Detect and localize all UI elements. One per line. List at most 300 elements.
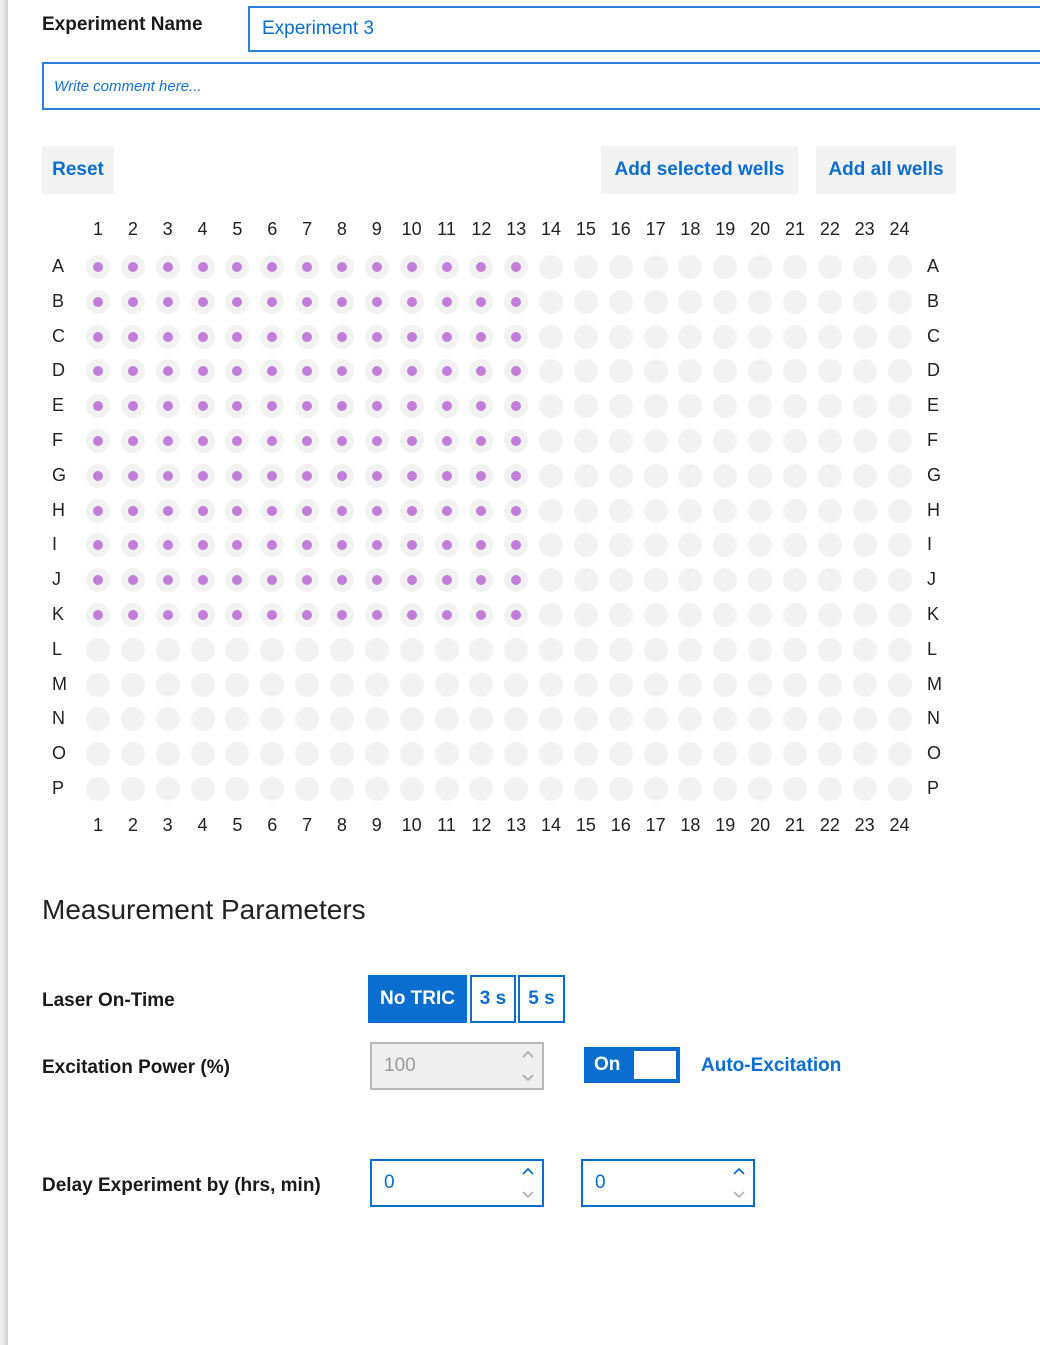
well-D13[interactable] xyxy=(504,359,528,383)
well-C14[interactable] xyxy=(539,325,563,349)
well-N8[interactable] xyxy=(330,707,354,731)
well-O10[interactable] xyxy=(400,742,424,766)
well-K4[interactable] xyxy=(191,603,215,627)
well-J15[interactable] xyxy=(574,568,598,592)
well-B2[interactable] xyxy=(121,290,145,314)
well-G10[interactable] xyxy=(400,464,424,488)
row-label-right[interactable]: K xyxy=(927,604,940,624)
well-N18[interactable] xyxy=(678,707,702,731)
well-L11[interactable] xyxy=(435,638,459,662)
well-A3[interactable] xyxy=(156,255,180,279)
well-K3[interactable] xyxy=(156,603,180,627)
well-M1[interactable] xyxy=(86,673,110,697)
well-F22[interactable] xyxy=(818,429,842,453)
well-H11[interactable] xyxy=(435,499,459,523)
well-K15[interactable] xyxy=(574,603,598,627)
well-D3[interactable] xyxy=(156,359,180,383)
well-G1[interactable] xyxy=(86,464,110,488)
well-E1[interactable] xyxy=(86,394,110,418)
well-K14[interactable] xyxy=(539,603,563,627)
well-N20[interactable] xyxy=(748,707,772,731)
well-B19[interactable] xyxy=(713,290,737,314)
well-A19[interactable] xyxy=(713,255,737,279)
well-E24[interactable] xyxy=(888,394,912,418)
well-H4[interactable] xyxy=(191,499,215,523)
well-E10[interactable] xyxy=(400,394,424,418)
well-F16[interactable] xyxy=(609,429,633,453)
column-label-bottom[interactable]: 3 xyxy=(162,815,173,835)
row-label-left[interactable]: C xyxy=(52,325,65,346)
well-P3[interactable] xyxy=(156,777,180,801)
well-D12[interactable] xyxy=(469,359,493,383)
column-label-bottom[interactable]: 21 xyxy=(784,815,806,835)
well-L16[interactable] xyxy=(609,638,633,662)
well-I20[interactable] xyxy=(748,533,772,557)
spinner-arrows-icon[interactable] xyxy=(520,1046,536,1086)
well-A15[interactable] xyxy=(574,255,598,279)
well-B17[interactable] xyxy=(644,290,668,314)
well-D17[interactable] xyxy=(644,359,668,383)
well-A2[interactable] xyxy=(121,255,145,279)
well-B10[interactable] xyxy=(400,290,424,314)
well-M8[interactable] xyxy=(330,673,354,697)
well-L17[interactable] xyxy=(644,638,668,662)
well-L14[interactable] xyxy=(539,638,563,662)
well-M9[interactable] xyxy=(365,673,389,697)
well-J8[interactable] xyxy=(330,568,354,592)
well-D7[interactable] xyxy=(295,359,319,383)
well-F19[interactable] xyxy=(713,429,737,453)
well-D10[interactable] xyxy=(400,359,424,383)
well-L13[interactable] xyxy=(504,638,528,662)
well-E12[interactable] xyxy=(469,394,493,418)
well-D24[interactable] xyxy=(888,359,912,383)
well-D15[interactable] xyxy=(574,359,598,383)
well-F3[interactable] xyxy=(156,429,180,453)
well-J12[interactable] xyxy=(469,568,493,592)
well-A5[interactable] xyxy=(225,255,249,279)
well-E9[interactable] xyxy=(365,394,389,418)
well-M13[interactable] xyxy=(504,673,528,697)
well-P9[interactable] xyxy=(365,777,389,801)
well-I8[interactable] xyxy=(330,533,354,557)
well-D2[interactable] xyxy=(121,359,145,383)
well-A22[interactable] xyxy=(818,255,842,279)
well-J21[interactable] xyxy=(783,568,807,592)
row-label-left[interactable]: J xyxy=(52,569,61,590)
well-N24[interactable] xyxy=(888,707,912,731)
well-F8[interactable] xyxy=(330,429,354,453)
well-B14[interactable] xyxy=(539,290,563,314)
well-A10[interactable] xyxy=(400,255,424,279)
well-H19[interactable] xyxy=(713,499,737,523)
well-C20[interactable] xyxy=(748,325,772,349)
well-L3[interactable] xyxy=(156,638,180,662)
well-A13[interactable] xyxy=(504,255,528,279)
row-label-right[interactable]: E xyxy=(927,395,940,416)
well-F17[interactable] xyxy=(644,429,668,453)
well-H6[interactable] xyxy=(260,499,284,523)
well-N10[interactable] xyxy=(400,707,424,731)
well-H16[interactable] xyxy=(609,499,633,523)
well-H5[interactable] xyxy=(225,499,249,523)
column-label-bottom[interactable]: 9 xyxy=(371,815,382,835)
well-M16[interactable] xyxy=(609,673,633,697)
well-J6[interactable] xyxy=(260,568,284,592)
well-P2[interactable] xyxy=(121,777,145,801)
well-G8[interactable] xyxy=(330,464,354,488)
well-C15[interactable] xyxy=(574,325,598,349)
well-C17[interactable] xyxy=(644,325,668,349)
well-P19[interactable] xyxy=(713,777,737,801)
row-label-right[interactable]: N xyxy=(927,708,940,729)
well-L15[interactable] xyxy=(574,638,598,662)
well-K18[interactable] xyxy=(678,603,702,627)
well-M24[interactable] xyxy=(888,673,912,697)
well-A17[interactable] xyxy=(644,255,668,279)
well-N16[interactable] xyxy=(609,707,633,731)
well-K22[interactable] xyxy=(818,603,842,627)
well-H20[interactable] xyxy=(748,499,772,523)
well-F5[interactable] xyxy=(225,429,249,453)
well-K23[interactable] xyxy=(853,603,877,627)
well-P16[interactable] xyxy=(609,777,633,801)
well-O5[interactable] xyxy=(225,742,249,766)
well-M3[interactable] xyxy=(156,673,180,697)
well-P23[interactable] xyxy=(853,777,877,801)
well-D23[interactable] xyxy=(853,359,877,383)
well-I17[interactable] xyxy=(644,533,668,557)
well-A14[interactable] xyxy=(539,255,563,279)
well-B13[interactable] xyxy=(504,290,528,314)
well-E20[interactable] xyxy=(748,394,772,418)
well-I12[interactable] xyxy=(469,533,493,557)
well-C18[interactable] xyxy=(678,325,702,349)
well-P5[interactable] xyxy=(225,777,249,801)
well-M20[interactable] xyxy=(748,673,772,697)
well-B20[interactable] xyxy=(748,290,772,314)
column-label-bottom[interactable]: 5 xyxy=(232,815,243,835)
well-I21[interactable] xyxy=(783,533,807,557)
row-label-left[interactable]: A xyxy=(52,256,65,276)
well-G6[interactable] xyxy=(260,464,284,488)
well-O21[interactable] xyxy=(783,742,807,766)
row-label-left[interactable]: L xyxy=(52,638,63,659)
well-J10[interactable] xyxy=(400,568,424,592)
well-B8[interactable] xyxy=(330,290,354,314)
well-O23[interactable] xyxy=(853,742,877,766)
well-M18[interactable] xyxy=(678,673,702,697)
well-G4[interactable] xyxy=(191,464,215,488)
well-F11[interactable] xyxy=(435,429,459,453)
well-A24[interactable] xyxy=(888,255,912,279)
well-G7[interactable] xyxy=(295,464,319,488)
well-M5[interactable] xyxy=(225,673,249,697)
well-G14[interactable] xyxy=(539,464,563,488)
row-label-right[interactable]: D xyxy=(927,360,940,381)
column-label-top[interactable]: 7 xyxy=(302,219,313,239)
well-J23[interactable] xyxy=(853,568,877,592)
column-label-bottom[interactable]: 20 xyxy=(750,815,771,835)
well-L2[interactable] xyxy=(121,638,145,662)
well-G20[interactable] xyxy=(748,464,772,488)
well-K2[interactable] xyxy=(121,603,145,627)
well-H17[interactable] xyxy=(644,499,668,523)
well-G22[interactable] xyxy=(818,464,842,488)
well-K17[interactable] xyxy=(644,603,668,627)
well-J3[interactable] xyxy=(156,568,180,592)
well-E5[interactable] xyxy=(225,394,249,418)
well-A6[interactable] xyxy=(260,255,284,279)
well-F2[interactable] xyxy=(121,429,145,453)
well-O7[interactable] xyxy=(295,742,319,766)
well-D4[interactable] xyxy=(191,359,215,383)
well-F18[interactable] xyxy=(678,429,702,453)
well-K16[interactable] xyxy=(609,603,633,627)
well-M10[interactable] xyxy=(400,673,424,697)
well-B15[interactable] xyxy=(574,290,598,314)
column-label-top[interactable]: 8 xyxy=(336,219,347,239)
well-F14[interactable] xyxy=(539,429,563,453)
well-A16[interactable] xyxy=(609,255,633,279)
well-E14[interactable] xyxy=(539,394,563,418)
well-J22[interactable] xyxy=(818,568,842,592)
well-F23[interactable] xyxy=(853,429,877,453)
column-label-top[interactable]: 14 xyxy=(541,219,562,239)
well-N12[interactable] xyxy=(469,707,493,731)
column-label-bottom[interactable]: 15 xyxy=(575,815,596,835)
well-K13[interactable] xyxy=(504,603,528,627)
well-N22[interactable] xyxy=(818,707,842,731)
well-O19[interactable] xyxy=(713,742,737,766)
well-B3[interactable] xyxy=(156,290,180,314)
well-C1[interactable] xyxy=(86,325,110,349)
well-M14[interactable] xyxy=(539,673,563,697)
well-J11[interactable] xyxy=(435,568,459,592)
well-J1[interactable] xyxy=(86,568,110,592)
column-label-bottom[interactable]: 10 xyxy=(401,815,422,835)
well-N7[interactable] xyxy=(295,707,319,731)
well-L20[interactable] xyxy=(748,638,772,662)
well-H23[interactable] xyxy=(853,499,877,523)
well-M21[interactable] xyxy=(783,673,807,697)
well-N2[interactable] xyxy=(121,707,145,731)
well-D22[interactable] xyxy=(818,359,842,383)
well-P22[interactable] xyxy=(818,777,842,801)
well-M23[interactable] xyxy=(853,673,877,697)
well-O12[interactable] xyxy=(469,742,493,766)
row-label-left[interactable]: N xyxy=(52,708,65,729)
well-I18[interactable] xyxy=(678,533,702,557)
well-F7[interactable] xyxy=(295,429,319,453)
well-K10[interactable] xyxy=(400,603,424,627)
column-label-bottom[interactable]: 4 xyxy=(197,815,208,835)
well-B16[interactable] xyxy=(609,290,633,314)
well-E22[interactable] xyxy=(818,394,842,418)
well-I3[interactable] xyxy=(156,533,180,557)
well-D8[interactable] xyxy=(330,359,354,383)
well-N9[interactable] xyxy=(365,707,389,731)
well-C19[interactable] xyxy=(713,325,737,349)
well-A11[interactable] xyxy=(435,255,459,279)
well-O4[interactable] xyxy=(191,742,215,766)
row-label-right[interactable]: P xyxy=(927,778,940,798)
well-C21[interactable] xyxy=(783,325,807,349)
well-E6[interactable] xyxy=(260,394,284,418)
well-B6[interactable] xyxy=(260,290,284,314)
well-E23[interactable] xyxy=(853,394,877,418)
well-J5[interactable] xyxy=(225,568,249,592)
well-O1[interactable] xyxy=(86,742,110,766)
well-I22[interactable] xyxy=(818,533,842,557)
well-O2[interactable] xyxy=(121,742,145,766)
well-H24[interactable] xyxy=(888,499,912,523)
column-label-bottom[interactable]: 18 xyxy=(680,815,701,835)
well-J20[interactable] xyxy=(748,568,772,592)
column-label-bottom[interactable]: 11 xyxy=(437,815,456,835)
well-E18[interactable] xyxy=(678,394,702,418)
well-B11[interactable] xyxy=(435,290,459,314)
delay-minutes-spinner[interactable] xyxy=(581,1159,755,1207)
well-G5[interactable] xyxy=(225,464,249,488)
column-label-bottom[interactable]: 16 xyxy=(610,815,631,835)
column-label-top[interactable]: 23 xyxy=(854,219,875,239)
excitation-power-spinner[interactable] xyxy=(370,1042,544,1090)
well-C24[interactable] xyxy=(888,325,912,349)
column-label-top[interactable]: 1 xyxy=(92,219,103,239)
well-I14[interactable] xyxy=(539,533,563,557)
well-K8[interactable] xyxy=(330,603,354,627)
auto-excitation-label[interactable]: Auto-Excitation xyxy=(701,1055,842,1076)
column-label-top[interactable]: 22 xyxy=(819,219,840,239)
row-label-left[interactable]: B xyxy=(52,290,65,311)
well-B7[interactable] xyxy=(295,290,319,314)
well-E19[interactable] xyxy=(713,394,737,418)
reset-button[interactable]: Reset xyxy=(42,146,114,194)
column-label-bottom[interactable]: 22 xyxy=(819,815,840,835)
well-G11[interactable] xyxy=(435,464,459,488)
well-B5[interactable] xyxy=(225,290,249,314)
row-label-left[interactable]: H xyxy=(52,499,65,520)
well-O6[interactable] xyxy=(260,742,284,766)
column-label-top[interactable]: 9 xyxy=(371,219,382,239)
well-M2[interactable] xyxy=(121,673,145,697)
column-label-top[interactable]: 11 xyxy=(437,219,456,239)
auto-excitation-toggle[interactable] xyxy=(584,1047,680,1083)
well-P12[interactable] xyxy=(469,777,493,801)
well-L7[interactable] xyxy=(295,638,319,662)
well-L6[interactable] xyxy=(260,638,284,662)
well-H15[interactable] xyxy=(574,499,598,523)
well-F9[interactable] xyxy=(365,429,389,453)
well-H7[interactable] xyxy=(295,499,319,523)
well-M11[interactable] xyxy=(435,673,459,697)
well-D6[interactable] xyxy=(260,359,284,383)
well-L22[interactable] xyxy=(818,638,842,662)
well-C8[interactable] xyxy=(330,325,354,349)
well-J7[interactable] xyxy=(295,568,319,592)
row-label-right[interactable]: L xyxy=(927,638,938,659)
well-B4[interactable] xyxy=(191,290,215,314)
well-E21[interactable] xyxy=(783,394,807,418)
well-F24[interactable] xyxy=(888,429,912,453)
well-E13[interactable] xyxy=(504,394,528,418)
well-O22[interactable] xyxy=(818,742,842,766)
well-B1[interactable] xyxy=(86,290,110,314)
well-H22[interactable] xyxy=(818,499,842,523)
well-L1[interactable] xyxy=(86,638,110,662)
column-label-top[interactable]: 12 xyxy=(471,219,492,239)
well-J24[interactable] xyxy=(888,568,912,592)
row-label-left[interactable]: F xyxy=(52,430,63,450)
well-N13[interactable] xyxy=(504,707,528,731)
well-B9[interactable] xyxy=(365,290,389,314)
well-P21[interactable] xyxy=(783,777,807,801)
well-K7[interactable] xyxy=(295,603,319,627)
well-K24[interactable] xyxy=(888,603,912,627)
well-K9[interactable] xyxy=(365,603,389,627)
well-B22[interactable] xyxy=(818,290,842,314)
column-label-top[interactable]: 24 xyxy=(889,219,910,239)
well-G24[interactable] xyxy=(888,464,912,488)
well-L23[interactable] xyxy=(853,638,877,662)
well-K11[interactable] xyxy=(435,603,459,627)
comment-input[interactable] xyxy=(42,62,1040,110)
column-label-bottom[interactable]: 2 xyxy=(127,815,138,835)
well-N21[interactable] xyxy=(783,707,807,731)
well-M12[interactable] xyxy=(469,673,493,697)
well-C23[interactable] xyxy=(853,325,877,349)
well-N4[interactable] xyxy=(191,707,215,731)
column-label-top[interactable]: 19 xyxy=(715,219,736,239)
row-label-left[interactable]: O xyxy=(52,743,67,764)
well-N11[interactable] xyxy=(435,707,459,731)
well-C3[interactable] xyxy=(156,325,180,349)
well-P18[interactable] xyxy=(678,777,702,801)
well-O20[interactable] xyxy=(748,742,772,766)
well-B18[interactable] xyxy=(678,290,702,314)
well-D20[interactable] xyxy=(748,359,772,383)
well-P15[interactable] xyxy=(574,777,598,801)
well-C4[interactable] xyxy=(191,325,215,349)
well-P17[interactable] xyxy=(644,777,668,801)
well-G3[interactable] xyxy=(156,464,180,488)
row-label-left[interactable]: K xyxy=(52,604,65,624)
well-G12[interactable] xyxy=(469,464,493,488)
row-label-left[interactable]: M xyxy=(52,673,67,694)
well-D1[interactable] xyxy=(86,359,110,383)
well-A9[interactable] xyxy=(365,255,389,279)
well-C10[interactable] xyxy=(400,325,424,349)
well-J19[interactable] xyxy=(713,568,737,592)
well-L18[interactable] xyxy=(678,638,702,662)
row-label-left[interactable]: I xyxy=(52,534,58,555)
well-P10[interactable] xyxy=(400,777,424,801)
column-label-bottom[interactable]: 23 xyxy=(854,815,875,835)
well-O17[interactable] xyxy=(644,742,668,766)
well-I13[interactable] xyxy=(504,533,528,557)
well-G18[interactable] xyxy=(678,464,702,488)
well-G15[interactable] xyxy=(574,464,598,488)
well-H12[interactable] xyxy=(469,499,493,523)
well-O15[interactable] xyxy=(574,742,598,766)
well-E15[interactable] xyxy=(574,394,598,418)
column-label-top[interactable]: 15 xyxy=(575,219,596,239)
well-A1[interactable] xyxy=(86,255,110,279)
well-L24[interactable] xyxy=(888,638,912,662)
well-I9[interactable] xyxy=(365,533,389,557)
well-I15[interactable] xyxy=(574,533,598,557)
